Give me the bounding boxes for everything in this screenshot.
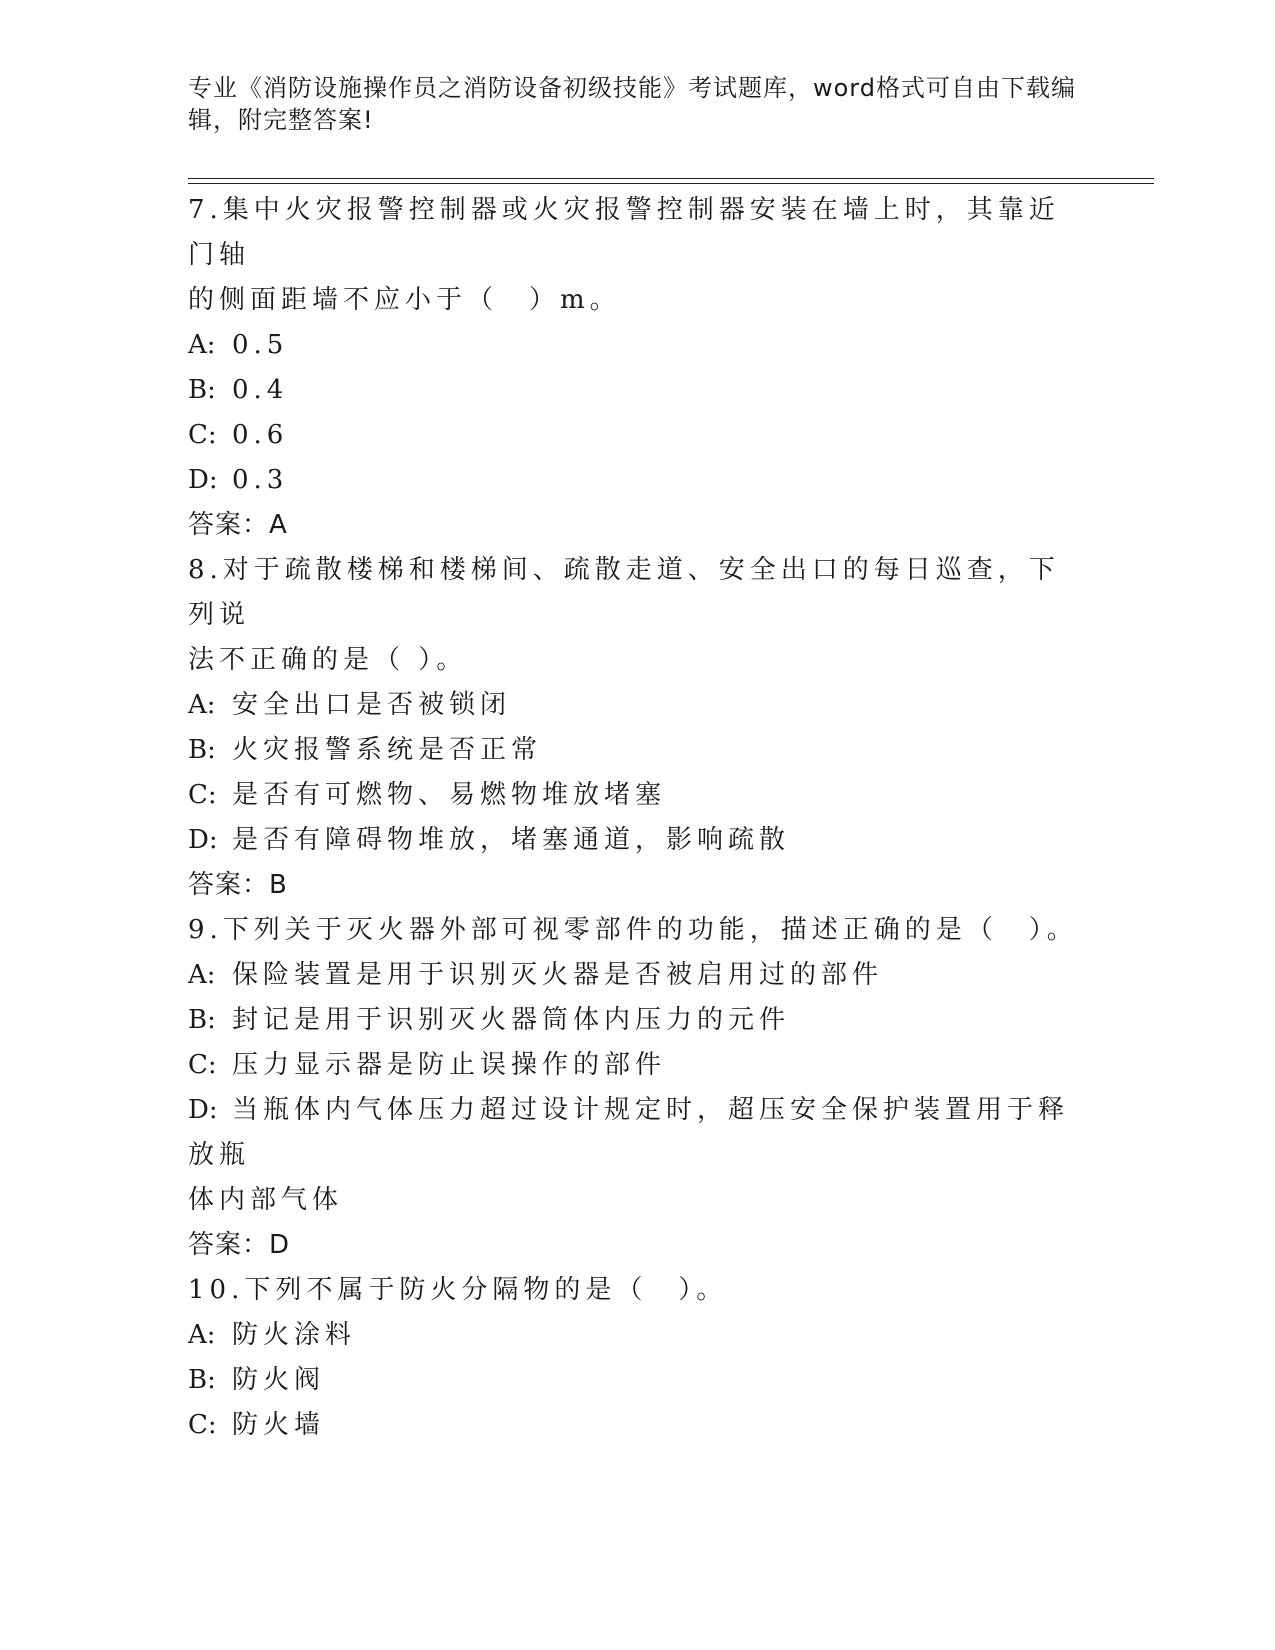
option-key: C: [188,420,217,450]
option-key: C: [188,1410,217,1440]
question-stem-line: 7.集中火灾报警控制器或火灾报警控制器安装在墙上时，其靠近门轴 [188,195,1060,270]
option-b [188,998,1088,1043]
question-stem-line: 的侧面距墙不应小于（ ）m。 [188,285,621,315]
option-text: 0.5 [232,330,289,360]
option-key: C: [188,780,217,810]
option-key: B: [188,1365,216,1395]
option-a [188,1313,1088,1358]
option-text: 0.4 [232,375,289,405]
question-7 [188,188,1088,548]
option-c [188,1043,1088,1088]
option-c [188,1403,1088,1448]
question-stem-line: 10.下列不属于防火分隔物的是（ ）。 [188,1275,728,1305]
option-text: 压力显示器是防止误操作的部件 [232,1050,667,1080]
option-key: D: [188,825,218,855]
question-stem-line: 9.下列关于灭火器外部可视零部件的功能，描述正确的是（ ）。 [188,915,1078,945]
option-d-continued: 体内部气体 [188,1185,344,1215]
document-header [188,72,1088,136]
option-key: B: [188,375,216,405]
option-key: A: [188,690,216,720]
option-key: A: [188,330,216,360]
option-b [188,728,1088,773]
option-text: 防火阀 [232,1365,326,1395]
question-10 [188,1268,1088,1448]
header-line-1: 专业《消防设施操作员之消防设备初级技能》考试题库，word格式可自由下载编 [188,74,1076,102]
option-a [188,683,1088,728]
option-text: 安全出口是否被锁闭 [232,690,512,720]
answer-line: 答案：D [188,1230,291,1260]
option-text: 保险装置是用于识别灭火器是否被启用过的部件 [232,960,884,990]
header-divider-bottom [188,183,1154,184]
header-divider-top [188,178,1154,179]
question-9 [188,908,1088,1268]
option-key: B: [188,1005,216,1035]
option-c [188,773,1088,818]
question-stem-line: 8.对于疏散楼梯和楼梯间、疏散走道、安全出口的每日巡查，下列说 [188,555,1060,630]
option-d [188,1088,1088,1178]
answer-line: 答案：A [188,510,288,540]
question-stem-line: 法不正确的是（ ）。 [188,645,468,675]
question-8 [188,548,1088,908]
option-text: 火灾报警系统是否正常 [232,735,543,765]
option-a [188,323,1088,368]
option-key: A: [188,1320,216,1350]
option-text: 0.6 [232,420,289,450]
option-b [188,1358,1088,1403]
option-d [188,818,1088,863]
option-text: 防火涂料 [232,1320,357,1350]
option-text: 当瓶体内气体压力超过设计规定时，超压安全保护装置用于释放瓶 [188,1095,1070,1170]
option-key: D: [188,465,218,495]
option-a [188,953,1088,998]
option-key: B: [188,735,216,765]
option-text: 是否有障碍物堆放，堵塞通道，影响疏散 [232,825,791,855]
option-b [188,368,1088,413]
option-c [188,413,1088,458]
option-text: 是否有可燃物、易燃物堆放堵塞 [232,780,667,810]
option-text: 0.3 [232,465,289,495]
option-key: C: [188,1050,217,1080]
option-text: 防火墙 [232,1410,326,1440]
answer-line: 答案：B [188,870,288,900]
header-line-2: 辑，附完整答案! [188,106,374,134]
option-text: 封记是用于识别灭火器筒体内压力的元件 [232,1005,791,1035]
option-key: A: [188,960,216,990]
option-d [188,458,1088,503]
option-key: D: [188,1095,218,1125]
